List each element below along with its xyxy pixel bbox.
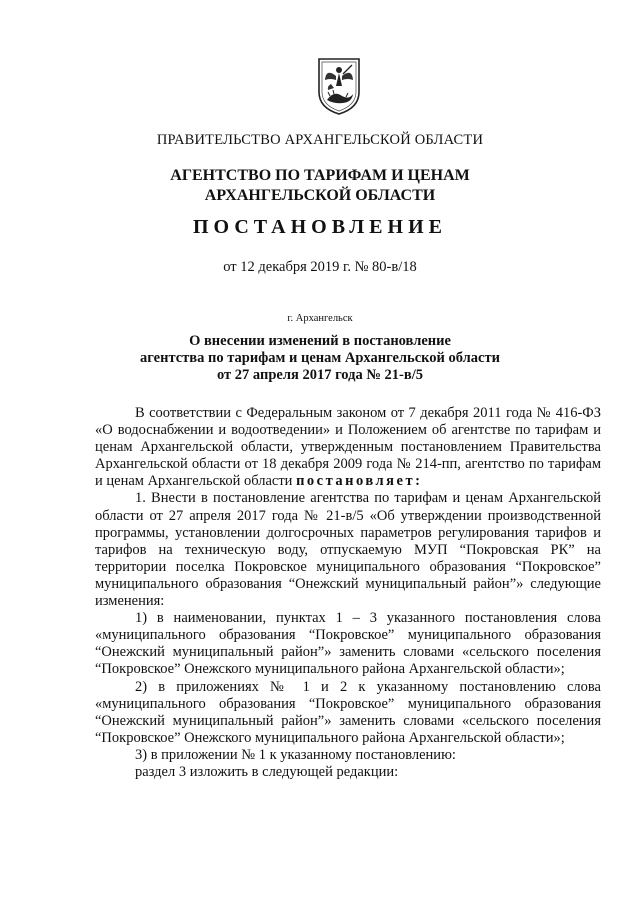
document-type: ПОСТАНОВЛЕНИЕ (193, 216, 447, 238)
document-date-number: от 12 декабря 2019 г. № 80-в/18 (223, 259, 417, 275)
subitem-2-paragraph: 2) в приложениях № 1 и 2 к указанному постановлению слова «муниципального образования “Покровское” муниципального образования “Онежский муниципальный район”» заменить словами «сельского поселения “Покровское” Онежского муниципального района Архангельской области»; (95, 678, 601, 746)
subject-line-1: О внесении изменений в постановление (189, 333, 451, 349)
subitem-3-detail-paragraph: раздел 3 изложить в следующей редакции: (135, 763, 399, 780)
item-1-paragraph: 1. Внести в постановление агентства по тарифам и ценам Архангельской области от 27 апреля 2017 года № 21-в/5 «Об утверждении производственной программы, установлении долгосрочных параметров регулирования тарифов и тарифов на техническую воду, отпускаемую МУП “Покровская РК” на территории поселка Покровское муниципального образования “Покровское” муниципального образования “Онежский муниципальный район”» следующие изменения: (95, 490, 601, 610)
agency-title-line-2: АРХАНГЕЛЬСКОЙ ОБЛАСТИ (204, 187, 436, 204)
document-body (95, 405, 601, 781)
document-city: г. Архангельск (287, 313, 353, 324)
agency-title-line-1: АГЕНТСТВО ПО ТАРИФАМ И ЦЕНАМ (170, 167, 470, 184)
subitem-3-paragraph: 3) в приложении № 1 к указанному постановлению: (135, 746, 456, 763)
preamble-paragraph (95, 405, 601, 490)
preamble-text: В соответствии с Федеральным законом от 7 декабря 2011 года № 416-ФЗ «О водоснабжении и водоотведении» и Положением об агентстве по тарифам и ценам Архангельской области, утвержденным постановлением Правительства Архангельской области от 18 декабря 2009 года № 214-пп, агентство по тарифам и ценам Архангельской области (95, 405, 601, 490)
coat-of-arms-emblem (316, 56, 362, 116)
resolves-keyword: постановляет: (296, 473, 423, 490)
agency-title (0, 166, 640, 206)
document-subject (0, 333, 640, 384)
subitem-1-paragraph: 1) в наименовании, пунктах 1 – 3 указанного постановления слова «муниципального образования “Покровское” муниципального образования “Онежский муниципальный район”» заменить словами «сельского поселения “Покровское” Онежского муниципального района Архангельской области»; (95, 610, 601, 678)
government-title: ПРАВИТЕЛЬСТВО АРХАНГЕЛЬСКОЙ ОБЛАСТИ (156, 132, 484, 148)
subject-line-2: агентства по тарифам и ценам Архангельской области (140, 350, 500, 366)
subject-line-3: от 27 апреля 2017 года № 21-в/5 (217, 367, 423, 383)
